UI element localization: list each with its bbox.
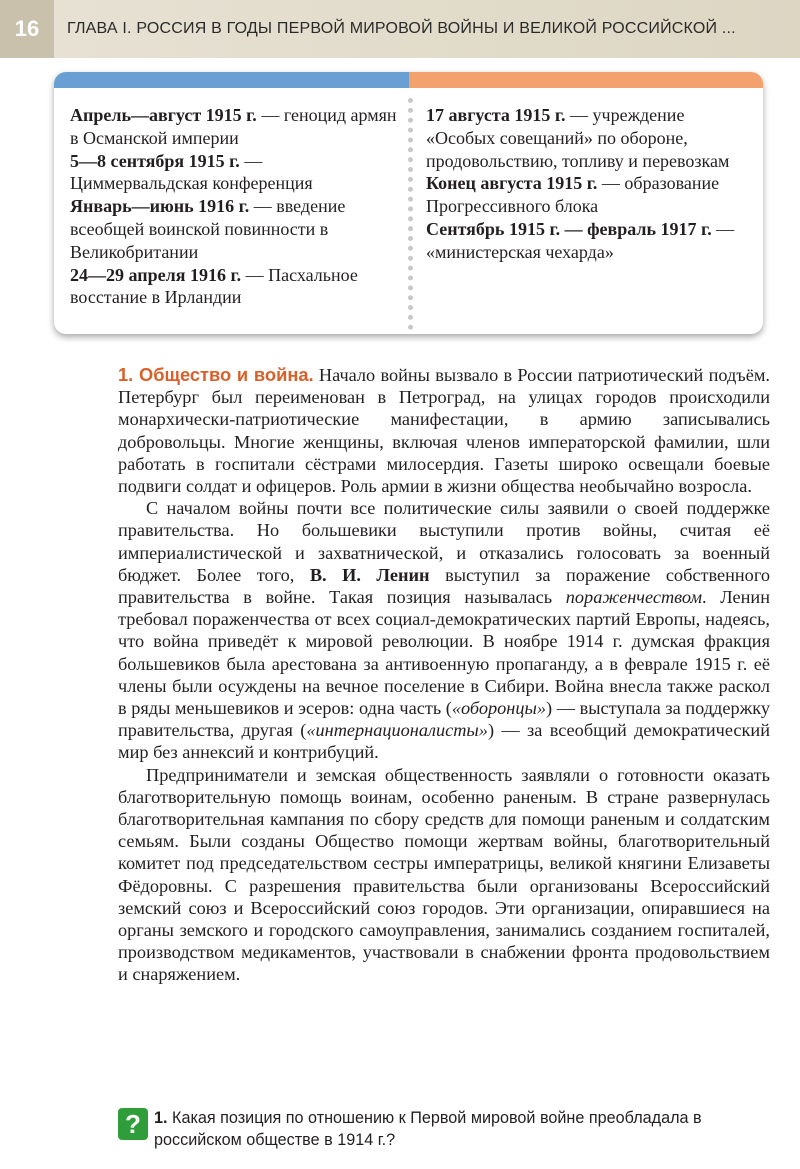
timeline-left-column <box>70 104 402 309</box>
term: пораженчеством <box>565 587 702 608</box>
question-icon: ? <box>118 1108 148 1140</box>
paragraph <box>118 497 770 763</box>
timeline-event <box>70 150 402 196</box>
paragraph-text: Предприниматели и земская общественность заявляли о готовности оказать благотворительную помощь воинам, особенно раненым. В стране развернулась благотворительная кампания по сбору средств для помощи раненым и солдатским семьям. Были созданы Общество помощи жертвам войны, благотворительный комитет под председательством сестры императрицы, великой княгини Елизаветы Фёдоровны. С разрешения правительства были организованы Всероссийский земский союз и Всероссийский союз городов. Эти организации, опиравшиеся на органы земского и городского самоуправления, занимались созданием госпиталей, производством медикаментов, участвовали в снабжении фронта продовольствием и снаряжением. <box>118 764 770 985</box>
main-text <box>118 364 770 986</box>
timeline-bar-left <box>54 72 409 88</box>
timeline-event <box>426 104 758 172</box>
timeline-box <box>54 72 763 334</box>
timeline-event <box>426 172 758 218</box>
event-date: Сентябрь 1915 г. — февраль 1917 г. <box>426 218 712 239</box>
event-text: — Циммервальдская конференция <box>70 150 313 194</box>
term: «интернационалисты» <box>306 720 488 741</box>
question-number: 1. <box>154 1109 168 1127</box>
question-text: Какая позиция по отношению к Первой мировой войне преобладала в российском обществе в 1914 г.? <box>154 1109 702 1149</box>
event-date: 5—8 сентября 1915 г. <box>70 150 240 171</box>
paragraph-text: . Ленин требовал пораженчества от всех социал-демократических партий Европы, надеясь, что война приведёт к мировой революции. В ноябре 1914 г. думская фракция большевиков была арестована за антивоенную пропаганду, а в феврале 1915 г. её члены были осуждены на вечное поселение в Сибири. Война внесла также раскол в ряды меньшевиков и эсеров: одна часть ( <box>118 587 770 719</box>
event-text: — учреждение «Особых совещаний» по обороне, продовольствию, топливу и перевозкам <box>426 105 730 171</box>
event-date: Январь—июнь 1916 г. <box>70 196 250 217</box>
event-date: 24—29 апреля 1916 г. <box>70 264 242 285</box>
paragraph-text: выступил за поражение собственного правительства в войне. Такая позиция называлась <box>118 564 771 608</box>
timeline-right-column <box>426 104 758 264</box>
question <box>154 1107 774 1151</box>
timeline-event <box>70 264 402 310</box>
paragraph-text: С началом войны почти все политические силы заявили о своей поддержке правительства. Но большевики выступили против войны, считая её империалистической и захватнической, и отказались голосовать за военный бюджет. Более того, <box>118 498 770 585</box>
page-number: 16 <box>0 0 54 58</box>
paragraph-text: Начало войны вызвало в России патриотический подъём. Петербург был переименован в Петроград, на улицах городов происходили монархически-патриотические манифестации, в армию записывались добровольцы. Многие женщины, включая членов императорской фамилии, шли работать в госпитали сёстрами милосердия. Газеты широко освещали боевые подвиги солдат и офицеров. Роль армии в жизни общества необычайно возросла. <box>118 365 770 497</box>
event-date: 17 августа 1915 г. <box>426 105 566 125</box>
page-header <box>0 0 800 58</box>
event-text: — геноцид армян в Османской империи <box>70 105 397 148</box>
event-date: Конец августа 1915 г. <box>426 173 598 194</box>
paragraph <box>118 364 770 497</box>
event-text: — «министерская чехарда» <box>426 218 735 262</box>
timeline-event <box>70 195 402 263</box>
event-date: Апрель—август 1915 г. <box>70 105 257 125</box>
event-text: — введение всеобщей воинской повинности в Великобритании <box>70 196 346 262</box>
timeline-bar-right <box>409 72 763 88</box>
timeline-event <box>70 104 402 150</box>
paragraph <box>118 764 770 986</box>
paragraph-text: ) — за всеобщий демократический мир без аннексий и контрибуций. <box>118 720 770 763</box>
event-text: — Пасхальное восстание в Ирландии <box>70 264 358 308</box>
timeline-event <box>426 218 758 264</box>
section-heading: 1. Общество и война. <box>118 364 314 385</box>
term: «оборонцы» <box>451 698 546 719</box>
event-text: — образование Прогрессивного блока <box>426 173 720 217</box>
chapter-title: ГЛАВА I. РОССИЯ В ГОДЫ ПЕРВОЙ МИРОВОЙ ВОЙНЫ И ВЕЛИКОЙ РОССИЙСКОЙ ... <box>67 20 736 37</box>
person-name: В. И. Ленин <box>309 564 430 585</box>
timeline-divider <box>408 98 413 330</box>
paragraph-text: ) — выступала за поддержку правительства, другая ( <box>118 698 770 741</box>
